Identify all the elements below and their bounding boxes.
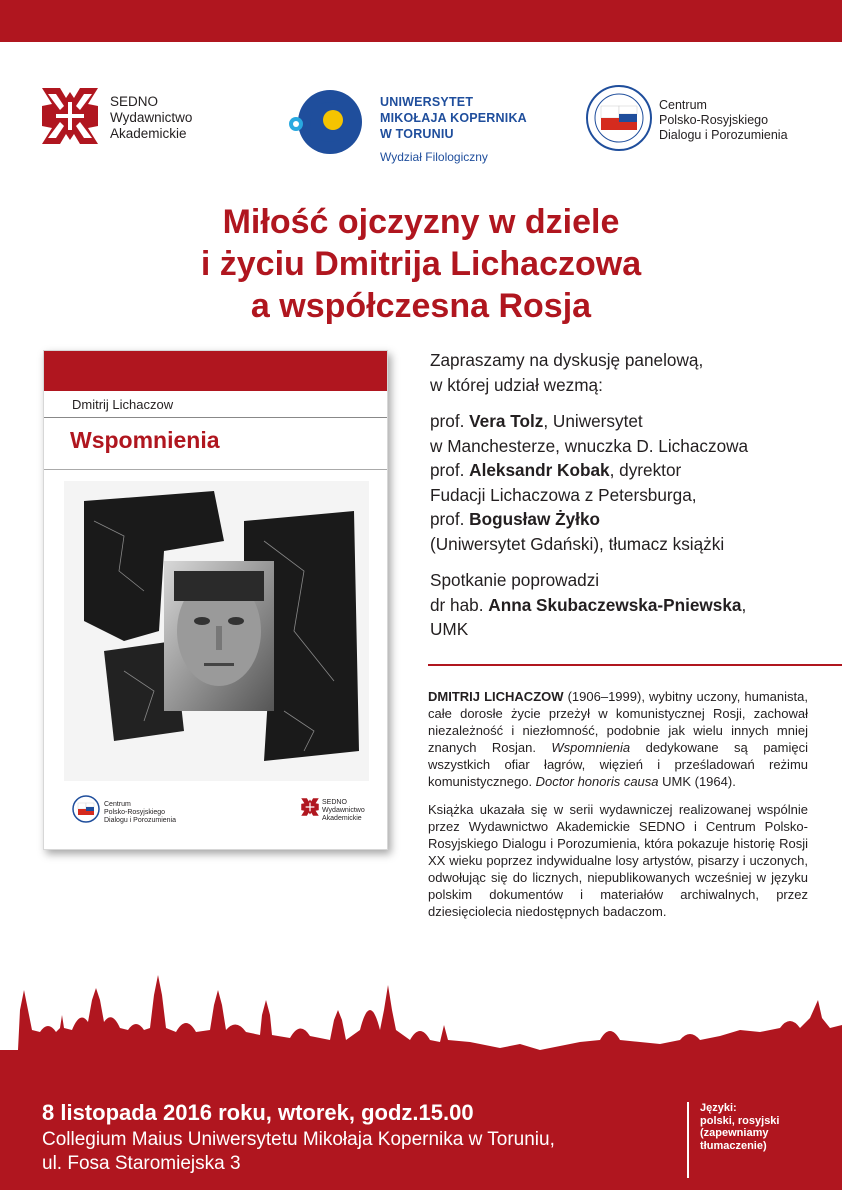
panel-description [430,348,825,654]
umk-department: Wydział Filologiczny [380,150,488,164]
author-bio [428,688,808,930]
event-location: Collegium Maius Uniwersytetu Mikołaja Kopernika w Toruniu, [42,1129,555,1150]
bio-paragraph: Książka ukazała się w serii wydawniczej realizowanej wspólnie przez Wydawnictwo Akademickie SEDNO i Centrum Polsko-Rosyjskiego Dialogu i Porozumienia, która pokazuje historię Rosji XX wieku poprzez indywidualne losy artystów, pisarzy i uczonych, odwołując się do licznych, niepublikowanych wcześniej w języku polskim dokumentów i materiałów archiwalnych, przez dziesięciolecia niedostępnych badaczom. [428,801,808,920]
event-date: 8 listopada 2016 roku, wtorek, godz.15.00 [42,1100,474,1125]
book-author: Dmitrij Lichaczow [72,397,174,412]
book-sedno-logo: SEDNO Wydawnictwo Akademickie [300,795,380,835]
bio-paragraph: DMITRIJ LICHACZOW (1906–1999), wybitny uczony, humanista, całe dorosłe życie przeżył w komunistycznej Rosji, zachował niezależność i niezłomność, podobnie jak wielu innych mniej znanych Rosjan. Wspomnienia dedykowane są pamięci wszystkich ofiar łagrów, więzień i prześladowań reżimu komunistycznego. Doctor honoris causa UMK (1964). [428,689,808,790]
moderator-name: Anna Skubaczewska-Pniewska [488,594,742,615]
city-skyline-image [0,970,842,1080]
event-address: ul. Fosa Staromiejska 3 [42,1153,241,1174]
book-cover [43,350,388,850]
panel-intro: Zapraszamy na dyskusję panelową, w której udział wezmą: [430,350,704,395]
title-line: i życiu Dmitrija Lichaczowa [200,245,642,283]
book-title: Wspomnienia [70,427,220,453]
book-cover-band [44,351,387,391]
top-band [0,0,842,42]
panelist-name: Vera Tolz [469,411,544,431]
title-line: a współczesna Rosja [250,287,592,325]
centrum-logo-text: Centrum Polsko-Rosyjskiego Dialogu i Porozumienia [659,98,788,142]
sedno-mark-icon [38,84,102,148]
panelists: prof. Vera Tolz, Uniwersytet w Manchesterze, wnuczka D. Lichaczowa prof. Aleksandr Kobak, dyrektor Fudacji Lichaczowa z Petersburga, prof. Bogusław Żyłko (Uniwersytet Gdański), tłumacz książki [430,411,749,554]
footer-divider [687,1102,689,1178]
umk-mark-icon [288,84,364,160]
panelist-name: Bogusław Żyłko [469,509,601,529]
sedno-mark-icon [300,797,320,817]
umk-logo [288,84,538,170]
title-line: Miłość ojczyzny w dziele [222,203,620,241]
book-cover-portrait-image [64,481,369,781]
umk-name: UNIWERSYTET MIKOŁAJA KOPERNIKA W TORUNIU [380,95,527,141]
section-divider [428,664,842,666]
sedno-logo-text: SEDNO Wydawnictwo Akademickie [110,94,193,141]
centrum-logo [585,84,815,156]
moderator: Spotkanie poprowadzi dr hab. Anna Skubaczewska-Pniewska, UMK [430,570,747,639]
book-divider [44,417,387,418]
sedno-logo [38,84,238,148]
book-divider [44,469,387,470]
panelist-name: Aleksandr Kobak [469,460,610,480]
centrum-seal-icon [72,795,100,823]
languages-note: Języki: polski, rosyjski (zapewniamy tłumaczenie) [700,1102,780,1152]
page-title [60,201,782,327]
book-centrum-logo: Centrum Polsko-Rosyjskiego Dialogu i Porozumienia [72,795,182,835]
centrum-seal-icon [585,84,653,152]
